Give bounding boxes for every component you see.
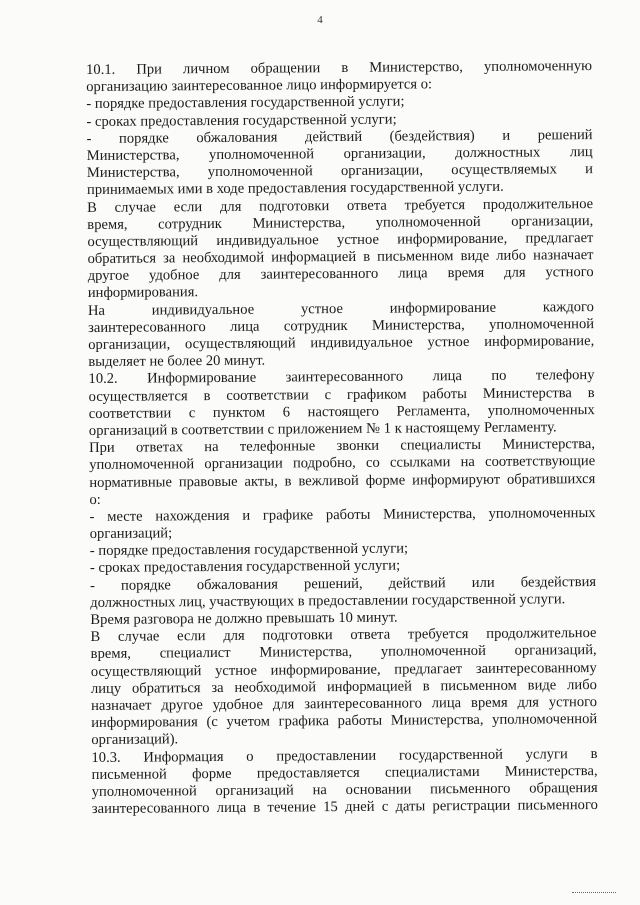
text-line: осуществляющий индивидуальное устное информирование, предлагает [87,229,594,250]
text-line: В случае если для подготовки ответа требуется продолжительное [90,625,597,646]
text-line: В случае если для подготовки ответа требуется продолжительное [87,195,594,216]
text-line: должностных лиц, участвующих в предоставлении государственной услуги. [90,591,566,611]
text-line: обратиться за необходимой информацией в письменном виде либо назначает [87,247,594,268]
text-line: организацию заинтересованное лицо информируется о: [86,76,433,96]
text-line: 10.1. При личном обращении в Министерство, уполномоченную [86,58,593,78]
text-line: 10.3. Информация о предоставлении государственной услуги в [91,745,598,766]
footer-mark [572,892,616,895]
page-number: 4 [317,14,323,26]
text-line: соответствии с пунктом 6 настоящего Регламента, уполномоченных [88,401,595,422]
text-line: Время разговора не должно превышать 10 минут. [90,609,398,628]
text-line: Министерства, уполномоченной организации, осуществляемых и [86,161,593,182]
text-line: выделяет не более 20 минут. [88,352,266,371]
text-line: - сроках предоставления государственной услуги; [89,557,401,577]
text-line: На индивидуальное устное информирование каждого [87,298,594,319]
text-line: - сроках предоставления государственной услуги; [86,111,397,130]
text-line: - порядке обжалования действий (бездействия) и решений [86,126,593,147]
text-line: При ответах на телефонные звонки специалисты Министерства, [88,436,596,457]
text-line: уполномоченной организаций на основании письменного обращения [91,779,598,800]
text-line: организации, осуществляющий индивидуальное устное информирование, [88,333,595,353]
text-line: письменной форме предоставляется специалистами Министерства, [91,762,598,783]
text-line: другое удобное для заинтересованного лица время для устного [87,264,594,285]
text-line: Министерства, уполномоченной организации, должностных лиц [86,143,593,164]
text-line: уполномоченной организации подробно, со ссылками на соответствующие [89,453,596,474]
text-line: осуществляется в соответствии с графиком работы Министерства в [88,384,595,405]
text-line: время, специалист Министерства, уполномоченной организаций, [90,642,597,663]
text-line: - порядке предоставления государственной услуги; [86,93,405,113]
text-line: информирования. [87,284,199,302]
text-line: нормативные правовые акты, в вежливой форме информируют обратившихся [89,470,596,491]
text-line: назначает другое удобное для заинтересованного лица время для устного [90,693,598,714]
text-line: лицу обратиться за необходимой информацией в письменном виде либо [90,676,597,697]
text-line: о: [89,491,101,508]
text-line: организаций в соответствии с приложением № 1 к настоящему Регламенту. [88,419,557,439]
text-line: - порядке обжалования решений, действий или бездействия [90,573,597,594]
text-line: - месте нахождения и графике работы Министерства, уполномоченных [89,504,596,525]
document-body [86,58,598,818]
text-line: заинтересованного лица в течение 15 дней с даты регистрации письменного [91,797,598,818]
text-line: - порядке предоставления государственной услуги; [89,540,409,560]
text-line: 10.2. Информирование заинтересованного лица по телефону [88,367,595,388]
text-line: информирования (с учетом графика работы Министерства, уполномоченной [91,711,598,732]
text-line: организаций; [89,525,173,543]
text-line: осуществляющий устное информирование, предлагает заинтересованному [90,659,597,680]
text-line: принимаемых ими в ходе предоставления государственной услуги. [86,179,504,199]
text-line: организаций). [91,731,179,749]
text-line: время, сотрудник Министерства, уполномоченной организации, [87,212,594,233]
text-line: заинтересованного лица сотрудник Министерства, уполномоченной [88,315,595,336]
